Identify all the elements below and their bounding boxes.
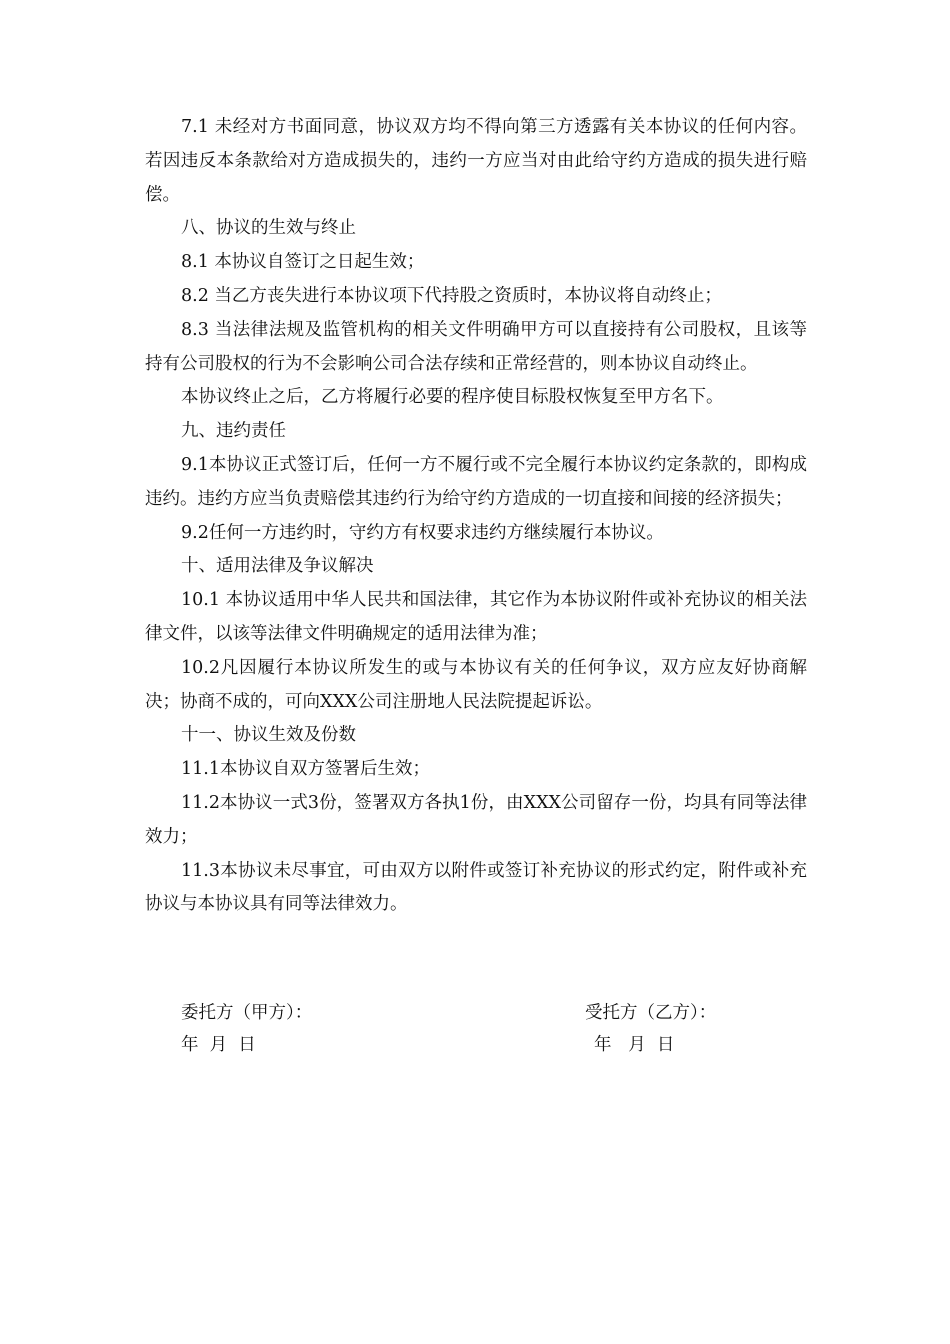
clause-10-2: 10.2凡因履行本协议所发生的或与本协议有关的任何争议，双方应友好协商解决；协商不成的，可向XXX公司注册地人民法院提起诉讼。 [145,657,807,712]
clause-10-1: 10.1 本协议适用中华人民共和国法律，其它作为本协议附件或补充协议的相关法律文件，以该等法律文件明确规定的适用法律为准； [145,590,807,644]
clause-9-1: 9.1本协议正式签订后，任何一方不履行或不完全履行本协议约定条款的，即构成违约。违约方应当负责赔偿其违约行为给守约方造成的一切直接和间接的经济损失； [145,454,807,509]
party-a-label: 委托方（甲方）： [181,1003,313,1023]
party-a-date: 年 月 日 [181,1035,256,1055]
section-10-heading: 十、适用法律及争议解决 [181,556,374,577]
clause-11-3: 11.3本协议未尽事宜，可由双方以附件或签订补充协议的形式约定，附件或补充协议与本协议具有同等法律效力。 [145,860,807,915]
clause-8-3: 8.3 当法律法规及监管机构的相关文件明确甲方可以直接持有公司股权，且该等持有公司股权的行为不会影响公司合法存续和正常经营的，则本协议自动终止。 [145,319,807,374]
clause-9-2: 9.2任何一方违约时，守约方有权要求违约方继续履行本协议。 [181,522,664,543]
section-8-heading: 八、协议的生效与终止 [181,218,356,239]
termination-note: 本协议终止之后，乙方将履行必要的程序使目标股权恢复至甲方名下。 [181,387,724,408]
clause-7-1: 7.1 未经对方书面同意，协议双方均不得向第三方透露有关本协议的任何内容。若因违反本条款给对方造成损失的，违约一方应当对由此给守约方造成的损失进行赔偿。 [145,117,807,205]
agreement-body [145,111,807,922]
section-9-heading: 九、违约责任 [181,421,286,442]
clause-8-2: 8.2 当乙方丧失进行本协议项下代持股之资质时，本协议将自动终止； [181,285,722,306]
clause-11-2: 11.2本协议一式3份，签署双方各执1份，由XXX公司留存一份，均具有同等法律效力； [145,792,807,847]
section-11-heading: 十一、协议生效及份数 [181,725,356,746]
party-b-date: 年 月 日 [594,1035,675,1055]
clause-8-1: 8.1 本协议自签订之日起生效； [181,252,425,273]
clause-11-1: 11.1本协议自双方签署后生效； [181,759,430,780]
party-b-label: 受托方（乙方）： [585,1003,717,1023]
